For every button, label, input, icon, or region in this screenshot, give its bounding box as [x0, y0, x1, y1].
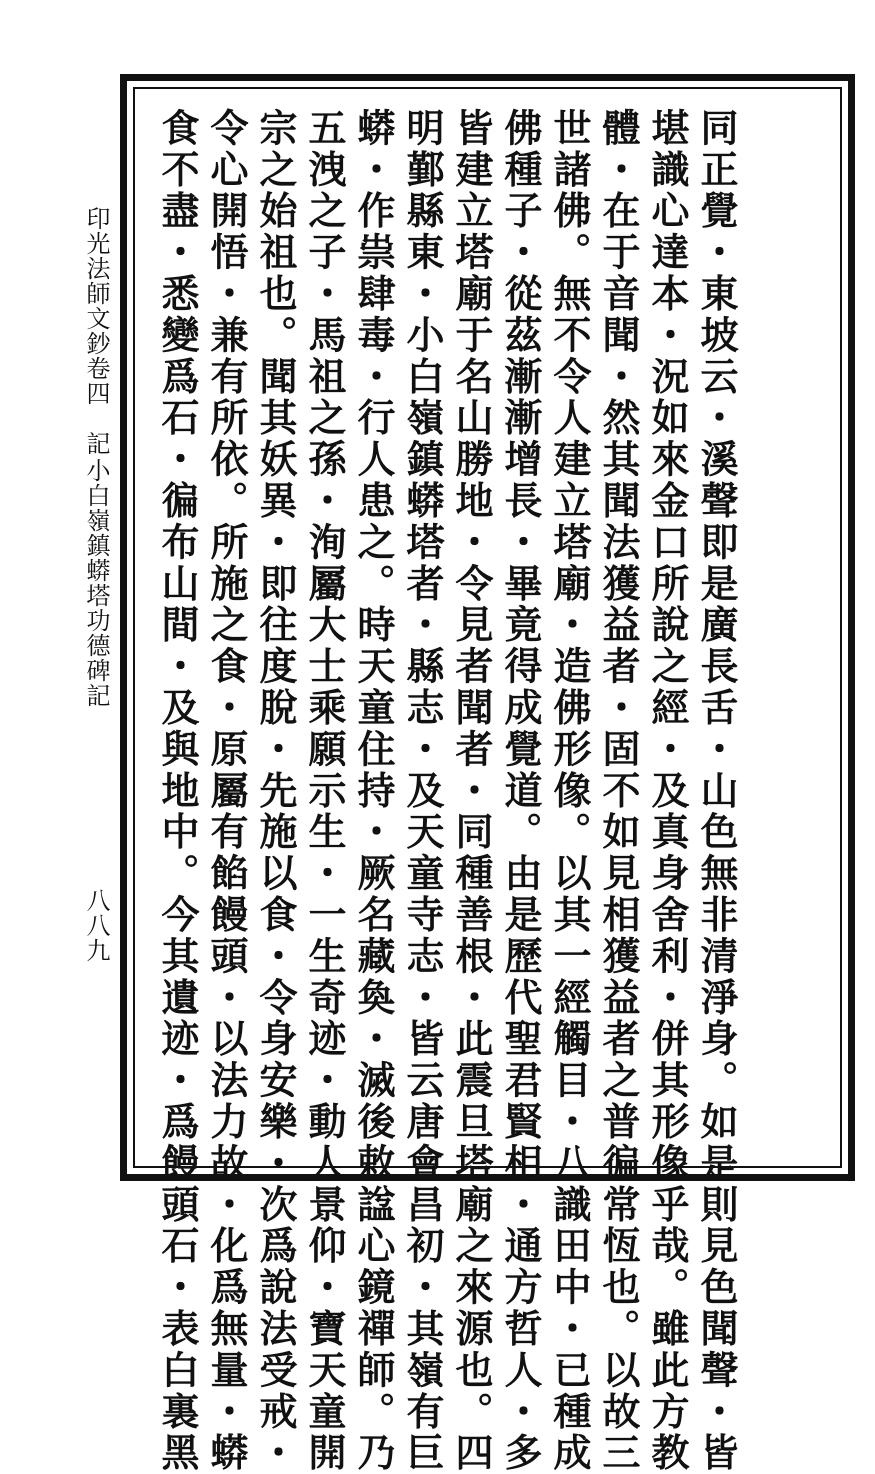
text-column-10: 宗之始祖也。聞其妖異・即往度脫・先施以食・令身安樂・次爲說法受戒・ [253, 108, 298, 1474]
text-column-7: 明鄞縣東・小白嶺鎮蟒塔者・縣志・及天童寺志・皆云唐會昌初・其嶺有巨 [400, 108, 445, 1474]
text-column-11: 令心開悟・兼有所依。所施之食・原屬有餡饅頭・以法力故・化爲無量・蟒 [204, 108, 249, 1474]
text-column-2: 堪識心達本・況如來金口所說之經・及真身舍利・併其形像乎哉。雖此方教 [645, 108, 690, 1474]
text-column-8: 蟒・作祟肆毒・行人患之。時天童住持・厥名藏奐・滅後敕諡心鏡禪師。乃 [351, 108, 396, 1474]
text-column-6: 皆建立塔廟于名山勝地・令見者聞者・同種善根・此震旦塔廟之來源也。四 [449, 108, 494, 1474]
text-column-3: 體・在于音聞・然其聞法獲益者・固不如見相獲益者之普徧常恆也。以故三 [596, 108, 641, 1474]
text-column-1: 同正覺・東坡云・溪聲即是廣長舌・山色無非清淨身。如是則見色聞聲・皆 [694, 108, 739, 1474]
article-title: 小白嶺鎮蟒塔功德碑記 [82, 458, 110, 708]
text-column-9: 五洩之子・馬祖之孫・洵屬大士乘願示生・一生奇迹・動人景仰・寶天童開 [302, 108, 347, 1474]
page-number: 八八九 [82, 888, 110, 963]
book-title: 印光法師文鈔卷四 記 [82, 206, 110, 456]
text-column-4: 世諸佛。無不令人建立塔廟・造佛形像。以其一經觸目・八識田中・已種成 [547, 108, 592, 1474]
text-column-12: 食不盡・悉變爲石・徧布山間・及與地中。今其遺迹・爲饅頭石・表白裏黑 [155, 108, 200, 1474]
text-column-5: 佛種子・從茲漸漸增長・畢竟得成覺道。由是歷代聖君賢相・通方哲人・多 [498, 108, 543, 1474]
